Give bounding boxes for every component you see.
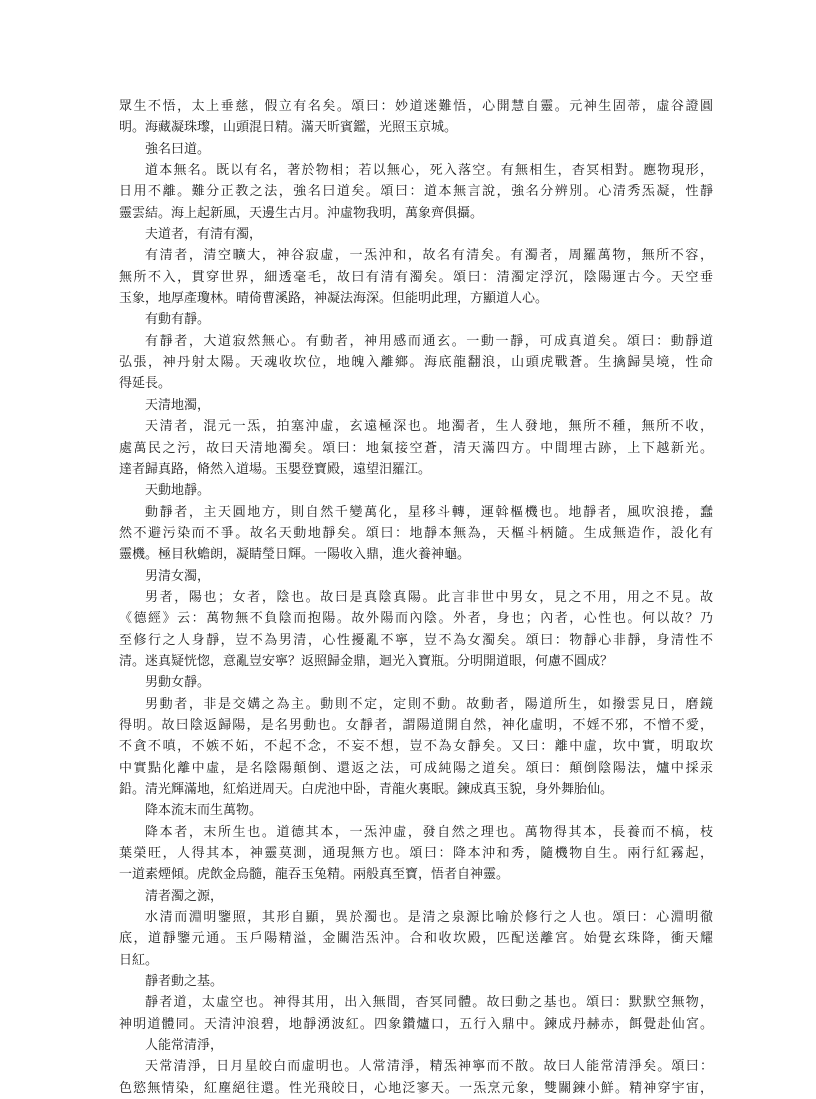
section-heading-line: 天動地靜。 xyxy=(145,483,211,499)
text-line: 天常清淨，日月星皎白而虛明也。人常清淨，精炁神寧而不散。故曰人能常清淨矣。頌曰： xyxy=(145,1059,713,1075)
text-line: 男動者，非是交媾之為主。動則不定，定則不動。故動者，陽道所生，如撥雲見日，磨鏡 xyxy=(145,696,713,712)
text-line: 不貪不嗔，不嫉不妬，不起不念，不妄不想，豈不為女靜矣。又曰：離中虛，坎中實，明取坎 xyxy=(119,739,713,755)
text-line: 至修行之人身靜，豈不為男清，心性擾亂不寧，豈不為女濁矣。頌曰：物靜心非靜，身清性不 xyxy=(119,632,713,648)
text-line: 得延長。 xyxy=(119,376,172,392)
text-line: 色慾無情染，紅塵絕往還。性光飛皎日，心地泛寥天。一炁烹元象，雙關鍊小鮮。精神穿宇宙， xyxy=(119,1080,713,1096)
text-line: 得明。故曰陰返歸陽，是名男動也。女靜者，謂陽道開自然，神化虛明，不婬不邪，不憎不愛， xyxy=(119,717,713,733)
text-line: 無所不入，貫穿世界，細透毫毛，故曰有清有濁矣。頌曰：清濁定浮沉，陰陽運古今。天空垂 xyxy=(119,269,713,285)
text-line: 中實點化離中虛，是名陰陽顛倒、還返之法，可成純陽之道矣。頌曰：顛倒陰陽法，爐中採汞 xyxy=(119,760,713,776)
text-line: 動靜者，主天圓地方，則自然千變萬化，星移斗轉，運斡樞機也。地靜者，風吹浪捲，蠢 xyxy=(145,504,713,520)
section-heading-line: 男清女濁， xyxy=(145,568,211,584)
text-line: 日用不離。難分正教之法，強名曰道矣。頌曰：道本無言說，強名分辨別。心清秀炁凝，性靜 xyxy=(119,184,713,200)
section-heading-line: 有動有靜。 xyxy=(145,312,211,328)
text-line: 底，道靜鑒元通。玉戶陽精溢，金關浩炁沖。合和收坎殿，匹配送離宮。始覺玄珠降，衝天耀 xyxy=(119,931,713,947)
text-line: 鉛。清光輝滿地，紅焰迸周天。白虎池中卧，青龍火裏眠。鍊成真玉貌，身外舞胎仙。 xyxy=(119,782,614,797)
section-heading-line: 夫道者，有清有濁， xyxy=(145,227,263,243)
document-body xyxy=(119,96,713,1099)
text-line: 日紅。 xyxy=(119,952,159,968)
text-line: 男者，陽也；女者，陰也。故曰是真陰真陽。此言非世中男女，見之不用，用之不見。故 xyxy=(145,589,713,605)
text-line: 葉榮旺，人得其本，神靈莫測，通現無方也。頌曰：降本沖和秀，隨機物自生。兩行紅霧起， xyxy=(119,846,713,862)
section-heading-line: 降本流末而生萬物。 xyxy=(145,803,263,819)
section-heading-line: 靜者動之基。 xyxy=(145,974,224,990)
text-line: 有清者，清空曠大，神谷寂虛，一炁沖和，故名有清矣。有濁者，周羅萬物，無所不容， xyxy=(145,248,713,264)
text-line: 靈雲結。海上起新風，天邊生古月。沖虛物我明，萬象齊俱攝。 xyxy=(119,205,484,221)
text-line: 達者歸真路，脩然入道場。玉嬰登寶殿，遠望汨羅江。 xyxy=(119,461,432,477)
text-line: 靜者道，太虛空也。神得其用，出入無間，杳冥同體。故曰動之基也。頌曰：默默空無物， xyxy=(145,995,713,1011)
text-line: 水清而淵明鑒照，其形自顯，異於濁也。是清之泉源比喻於修行之人也。頌曰：心淵明徹 xyxy=(145,910,713,926)
text-line: 一道素煙傾。虎飲金烏髓，龍吞玉兔精。兩般真至寶，悟者自神靈。 xyxy=(119,867,510,883)
text-line: 處萬民之污，故曰天清地濁矣。頌曰：地氣接空蒼，清天滿四方。中間埋古跡，上下越新光。 xyxy=(119,440,713,456)
text-line: 然不避污染而不爭。故名天動地靜矣。頌曰：地靜本無為，天樞斗柄隨。生成無造作，設化有 xyxy=(119,525,713,541)
section-heading-line: 強名曰道。 xyxy=(145,141,211,157)
text-line: 道本無名。既以有名，著於物相；若以無心，死入落空。有無相生，杳冥相對。應物現形， xyxy=(145,163,713,179)
section-heading-line: 清者濁之源， xyxy=(145,888,224,904)
section-heading-line: 人能常清淨， xyxy=(145,1038,224,1054)
text-line: 清。迷真疑恍惚，意亂豈安寧？返照歸金鼎，迴光入寶瓶。分明開道眼，何慮不圓成？ xyxy=(119,653,614,669)
section-heading-line: 天清地濁， xyxy=(145,397,211,413)
text-line: 天清者，混元一炁，拍塞沖虛，玄遠極深也。地濁者，生人發地，無所不種，無所不收， xyxy=(145,419,713,435)
text-line: 明。海藏凝珠瓈，山頭混日精。滿天昕賓鑑，光照玉京城。 xyxy=(119,120,458,136)
text-line: 《德經》云：萬物無不負陰而抱陽。故外陽而內陰。外者，身也；內者，心性也。何以故？乃 xyxy=(119,611,713,627)
text-line: 神明道體同。天清沖浪碧，地靜湧波紅。四象鑽爐口，五行入鼎中。鍊成丹赫赤，餌覺赴仙宮。 xyxy=(119,1016,713,1032)
text-line: 玉象，地厚產瓊林。晴倚曹溪路，神凝法海深。但能明此理，方顯道人心。 xyxy=(119,291,549,307)
text-line: 靈機。極目秋蟾朗，凝睛瑩日輝。一陽收入鼎，進火養神龜。 xyxy=(119,547,471,563)
text-line: 眾生不悟，太上垂慈，假立有名矣。頌曰：妙道迷難悟，心開慧自靈。元神生固蒂，虛谷證圓 xyxy=(119,99,713,114)
text-line: 有靜者，大道寂然無心。有動者，神用感而通玄。一動一靜，可成真道矣。頌曰：動靜道 xyxy=(145,333,713,349)
text-line: 降本者，末所生也。道德其本，一炁沖虛，發自然之理也。萬物得其本，長養而不槁，枝 xyxy=(145,824,713,840)
section-heading-line: 男動女靜。 xyxy=(145,675,211,691)
text-line: 弘張，神丹射太陽。天魂收坎位，地魄入離鄉。海底龍翻浪，山頭虎戰蒼。生擒歸昊境，性命 xyxy=(119,355,713,371)
